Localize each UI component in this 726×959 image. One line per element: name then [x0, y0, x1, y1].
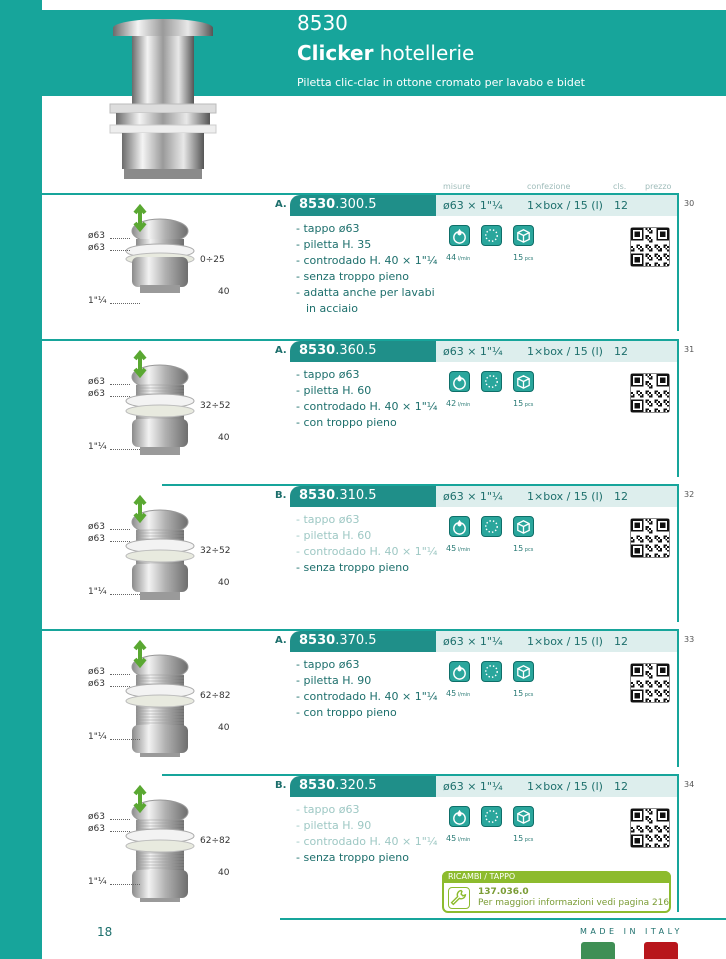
product-code[interactable]: [290, 776, 436, 797]
size-spec: ø63 × 1"¼: [443, 345, 503, 358]
packaging-spec: 1×box / 15 (l): [527, 780, 603, 793]
product-code-suffix: .310.5: [335, 488, 377, 503]
dimension-label: ø63: [88, 389, 105, 399]
size-spec: ø63 × 1"¼: [443, 780, 503, 793]
feature-item: - piletta H. 35: [296, 238, 372, 251]
dimension-label: 1"¼: [88, 877, 107, 887]
dimension-leader-line: [110, 831, 130, 832]
feature-item: - piletta H. 90: [296, 674, 372, 687]
feature-item: - con troppo pieno: [296, 706, 397, 719]
eu-stars-icon: [481, 806, 502, 827]
product-row-3: [0, 484, 726, 630]
size-spec: ø63 × 1"¼: [443, 635, 503, 648]
dimension-leader-line: [110, 686, 130, 687]
pieces-value: 15: [513, 253, 524, 262]
row-right-rule: [677, 339, 679, 477]
flow-rate-unit: l/min: [456, 692, 471, 698]
feature-list: [296, 802, 442, 866]
dimension-height-label: 40: [218, 578, 230, 588]
dimension-height-label: 40: [218, 723, 230, 733]
dimension-leader-line: [110, 884, 140, 885]
row-right-rule: [677, 193, 679, 331]
box-icon: [513, 371, 534, 392]
dimension-leader-line: [110, 819, 130, 820]
flow-rate-unit: l/min: [456, 256, 471, 262]
dimension-label: ø63: [88, 243, 105, 253]
dimension-label: ø63: [88, 824, 105, 834]
flag-red-block: [644, 942, 678, 959]
pieces-value: 15: [513, 834, 524, 843]
feature-item: - senza troppo pieno: [296, 851, 409, 864]
feature-list: [296, 367, 442, 431]
class-value: 12: [614, 345, 628, 358]
flow-rate-value: 44: [446, 253, 457, 262]
variant-letter: A.: [275, 345, 287, 356]
flow-rate-unit: l/min: [456, 837, 471, 843]
pieces-unit: pcs: [523, 547, 534, 553]
feature-item: - controdado H. 40 × 1"¼: [296, 690, 438, 703]
product-row-4: [0, 629, 726, 775]
dimension-range-label: 0÷25: [200, 255, 225, 265]
pieces-label: [513, 253, 533, 262]
box-icon: [513, 806, 534, 827]
made-in-italy-label: MADE IN ITALY: [580, 927, 683, 936]
column-header-misure: misure: [443, 182, 471, 191]
pieces-unit: pcs: [523, 256, 534, 262]
dimension-leader-line: [110, 396, 130, 397]
eu-stars-icon: [481, 661, 502, 682]
product-code-bold: 8530: [299, 778, 336, 793]
flow-rate-label: [446, 253, 470, 262]
dimension-label: ø63: [88, 534, 105, 544]
product-code-suffix: .360.5: [335, 343, 377, 358]
class-value: 12: [614, 490, 628, 503]
page-reference: 34: [684, 780, 695, 789]
product-name-bold: Clicker: [297, 41, 374, 65]
feature-list: [296, 512, 442, 576]
product-code-suffix: .370.5: [335, 633, 377, 648]
feature-item: - tappo ø63: [296, 803, 360, 816]
feature-item: - controdado H. 40 × 1"¼: [296, 400, 438, 413]
dimension-height-label: 40: [218, 287, 230, 297]
flow-rate-icon: [449, 371, 470, 392]
product-family-subtitle: Piletta clic-clac in ottone cromato per lavabo e bidet: [297, 76, 585, 89]
dimension-range-label: 32÷52: [200, 546, 231, 556]
flow-rate-icon: [449, 225, 470, 246]
row-right-rule: [677, 484, 679, 622]
flow-rate-unit: l/min: [456, 402, 471, 408]
feature-list: [296, 657, 442, 721]
feature-item: - senza troppo pieno: [296, 270, 409, 283]
spare-part-code: 137.036.0: [478, 887, 529, 897]
product-code-suffix: .300.5: [335, 197, 377, 212]
variant-letter: A.: [275, 635, 287, 646]
feature-item: - adatta anche per lavabi in acciaio: [296, 286, 435, 315]
spare-part-info-link[interactable]: Per maggiori informazioni vedi pagina 216: [478, 898, 670, 908]
dimension-label: 1"¼: [88, 732, 107, 742]
flow-rate-value: 45: [446, 834, 457, 843]
product-code-suffix: .320.5: [335, 778, 377, 793]
pieces-label: [513, 544, 533, 553]
feature-item: - tappo ø63: [296, 513, 360, 526]
product-code-bold: 8530: [299, 488, 336, 503]
bottom-rule: [280, 918, 726, 920]
class-value: 12: [614, 780, 628, 793]
feature-list: [296, 221, 442, 317]
feature-item: - piletta H. 60: [296, 529, 372, 542]
flow-rate-icon: [449, 661, 470, 682]
qr-code[interactable]: [630, 373, 670, 413]
pieces-value: 15: [513, 689, 524, 698]
eu-stars-icon: [481, 516, 502, 537]
dimension-range-label: 32÷52: [200, 401, 231, 411]
feature-item: - con troppo pieno: [296, 416, 397, 429]
flow-rate-icon: [449, 806, 470, 827]
variant-letter: A.: [275, 199, 287, 210]
dimension-label: 1"¼: [88, 296, 107, 306]
dimension-label: ø63: [88, 522, 105, 532]
column-header-confezione: confezione: [527, 182, 571, 191]
dimension-height-label: 40: [218, 433, 230, 443]
page-reference: 30: [684, 199, 695, 208]
size-spec: ø63 × 1"¼: [443, 490, 503, 503]
dimension-leader-line: [110, 529, 130, 530]
flag-green-block: [581, 942, 615, 959]
dimension-label: ø63: [88, 679, 105, 689]
variant-letter: B.: [275, 490, 287, 501]
eu-stars-icon: [481, 371, 502, 392]
flow-rate-label: [446, 544, 470, 553]
dimension-leader-line: [110, 250, 130, 251]
flow-rate-value: 45: [446, 689, 457, 698]
page-reference: 31: [684, 345, 695, 354]
spare-part-title: RICAMBI / TAPPO: [442, 871, 671, 883]
feature-item: - controdado H. 40 × 1"¼: [296, 254, 438, 267]
column-header-prezzo: prezzo: [645, 182, 672, 191]
column-header-cls: cls.: [613, 182, 627, 191]
flow-rate-label: [446, 689, 470, 698]
hero-product-image: [104, 18, 222, 184]
flow-rate-value: 45: [446, 544, 457, 553]
dimension-leader-line: [110, 384, 130, 385]
qr-code[interactable]: [630, 518, 670, 558]
pieces-value: 15: [513, 544, 524, 553]
feature-item: - controdado H. 40 × 1"¼: [296, 545, 438, 558]
page-number: 18: [97, 925, 113, 939]
box-icon: [513, 516, 534, 537]
feature-item: - tappo ø63: [296, 222, 360, 235]
dimension-label: 1"¼: [88, 587, 107, 597]
dimension-label: ø63: [88, 812, 105, 822]
variant-letter: B.: [275, 780, 287, 791]
dimension-leader-line: [110, 541, 130, 542]
feature-item: - piletta H. 90: [296, 819, 372, 832]
size-spec: ø63 × 1"¼: [443, 199, 503, 212]
dimension-range-label: 62÷82: [200, 836, 231, 846]
pieces-unit: pcs: [523, 402, 534, 408]
qr-code[interactable]: [630, 227, 670, 267]
flow-rate-label: [446, 399, 470, 408]
pieces-label: [513, 689, 533, 698]
product-code-bold: 8530: [299, 343, 336, 358]
page-reference: 33: [684, 635, 695, 644]
dimension-label: ø63: [88, 231, 105, 241]
dimension-range-label: 62÷82: [200, 691, 231, 701]
dimension-leader-line: [110, 674, 130, 675]
product-name-light: hotellerie: [373, 41, 475, 65]
product-code-bold: 8530: [299, 633, 336, 648]
page-reference: 32: [684, 490, 695, 499]
dimension-leader-line: [110, 303, 140, 304]
row-right-rule: [677, 774, 679, 912]
flow-rate-value: 42: [446, 399, 457, 408]
qr-code[interactable]: [630, 663, 670, 703]
flow-rate-unit: l/min: [456, 547, 471, 553]
eu-stars-icon: [481, 225, 502, 246]
product-family-name: [297, 41, 474, 65]
feature-item: - controdado H. 40 × 1"¼: [296, 835, 438, 848]
dimension-leader-line: [110, 594, 140, 595]
feature-item: - piletta H. 60: [296, 384, 372, 397]
pieces-label: [513, 399, 533, 408]
dimension-label: ø63: [88, 377, 105, 387]
feature-item: - tappo ø63: [296, 658, 360, 671]
dimension-label: ø63: [88, 667, 105, 677]
product-code[interactable]: [290, 631, 436, 652]
spare-part-box: [442, 871, 671, 913]
product-code[interactable]: [290, 195, 436, 216]
packaging-spec: 1×box / 15 (l): [527, 345, 603, 358]
qr-code[interactable]: [630, 808, 670, 848]
product-code-bold: 8530: [299, 197, 336, 212]
feature-item: - tappo ø63: [296, 368, 360, 381]
box-icon: [513, 225, 534, 246]
dimension-leader-line: [110, 449, 140, 450]
pieces-unit: pcs: [523, 837, 534, 843]
pieces-value: 15: [513, 399, 524, 408]
box-icon: [513, 661, 534, 682]
flow-rate-icon: [449, 516, 470, 537]
dimension-label: 1"¼: [88, 442, 107, 452]
packaging-spec: 1×box / 15 (l): [527, 635, 603, 648]
packaging-spec: 1×box / 15 (l): [527, 199, 603, 212]
product-code[interactable]: [290, 486, 436, 507]
dimension-leader-line: [110, 739, 140, 740]
packaging-spec: 1×box / 15 (l): [527, 490, 603, 503]
wrench-icon: [448, 887, 470, 909]
dimension-height-label: 40: [218, 868, 230, 878]
product-code[interactable]: [290, 341, 436, 362]
pieces-label: [513, 834, 533, 843]
feature-item: - senza troppo pieno: [296, 561, 409, 574]
dimension-leader-line: [110, 238, 130, 239]
product-family-code: 8530: [297, 11, 348, 35]
flow-rate-label: [446, 834, 470, 843]
pieces-unit: pcs: [523, 692, 534, 698]
class-value: 12: [614, 635, 628, 648]
product-row-1: [0, 193, 726, 339]
product-row-2: [0, 339, 726, 485]
row-right-rule: [677, 629, 679, 767]
class-value: 12: [614, 199, 628, 212]
